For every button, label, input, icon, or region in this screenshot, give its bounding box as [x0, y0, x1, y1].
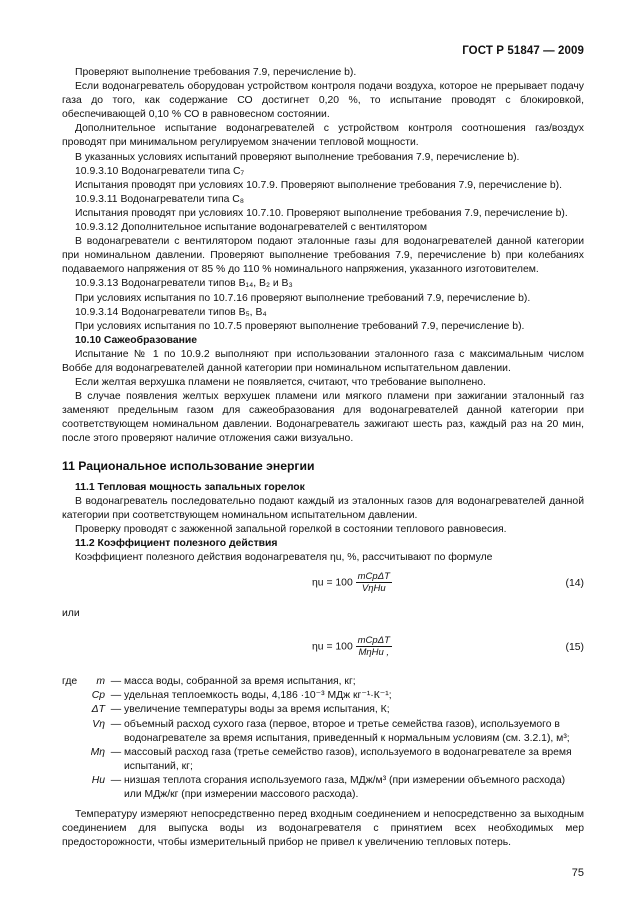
- subsection-heading: 11.2 Коэффициент полезного действия: [75, 538, 278, 549]
- paragraph: В водонагреватели с вентилятором подают эталонные газы для водонагревателей данной категории при номинальном давлении. Проверяют выполнение требования 7.9, перечисление b) при колебаниях подаваемого напряжения от 85 % до 110 % номинального напряжения, указанного изготовителем.: [62, 236, 584, 276]
- formula-expression: [312, 571, 392, 594]
- variable-legend: [62, 675, 584, 802]
- formula-fraction: [356, 635, 392, 658]
- variable-definition: объемный расход сухого газа (первое, второе и третье семейства газов), используемого в водонагревателе за время испытания, приведенный к нормальным условиям (см. 3.2.1), м³;: [124, 718, 570, 744]
- dash: —: [110, 704, 122, 716]
- clause-heading: 10.9.3.10 Водонагреватели типа C₇: [75, 165, 245, 177]
- where-label: где: [62, 676, 78, 688]
- or-label: или: [62, 608, 80, 620]
- variable-definition: низшая теплота сгорания используемого газа, МДж/м³ (при измерении объемного расхода) или МДж/кг (при измерении массового расхода).: [124, 774, 566, 801]
- dash: —: [110, 676, 122, 688]
- formula-number: (15): [565, 642, 584, 654]
- dash: —: [110, 774, 122, 786]
- clause-heading: 10.9.3.12 Дополнительное испытание водонагревателей с вентилятором: [75, 222, 427, 234]
- variable-definition: увеличение температуры воды за время испытания, К;: [124, 704, 390, 716]
- variable-definition: масса воды, собранной за время испытания, кг;: [124, 676, 356, 688]
- fraction-numerator: mCpΔT: [357, 571, 390, 583]
- formula-fraction: [356, 571, 392, 594]
- paragraph: При условиях испытания по 10.7.16 проверяют выполнение требований 7.9, перечисление b).: [75, 292, 531, 304]
- fraction-denominator: VηHи: [361, 583, 386, 595]
- paragraph: При условиях испытания по 10.7.5 проверяют выполнение требований 7.9, перечисление b).: [75, 320, 525, 332]
- variable-definition: удельная теплоемкость воды, 4,186 ·10⁻³ МДж кг⁻¹·К⁻¹;: [124, 690, 392, 702]
- fraction-denominator: MηHи ,: [358, 647, 390, 659]
- variable-definition: массовый расход газа (третье семейство газов), используемого в водонагревателе за время испытаний, кг;: [124, 746, 572, 772]
- document-body: [62, 66, 584, 850]
- dash: —: [110, 746, 122, 758]
- formula-15: [62, 629, 584, 669]
- variable-symbol: Cp: [91, 690, 105, 702]
- paragraph: Температуру измеряют непосредственно перед входным соединением и непосредственно за выходным соединением для выпуска воды из водонагревателя с принятием всех необходимых мер предосторожности, чтобы измерительный прибор не привел к увеличению тепловых потерь.: [62, 809, 584, 849]
- clause-heading: 10.9.3.14 Водонагреватели типов B₅, B₄: [75, 306, 267, 318]
- clause-heading: 10.9.3.13 Водонагреватели типов B₁₄, B₂ и B₃: [75, 278, 293, 290]
- formula-number: (14): [565, 578, 584, 590]
- paragraph: Испытание № 1 по 10.9.2 выполняют при использовании эталонного газа с максимальным числом Воббе для водонагревателей данной категории при номинальном испытательном давлении.: [62, 348, 584, 374]
- paragraph: Испытания проводят при условиях 10.7.9. Проверяют выполнение требования 7.9, перечисление b).: [75, 179, 562, 191]
- fraction-numerator: mCpΔT: [357, 635, 390, 647]
- variable-symbol: ΔT: [91, 704, 105, 716]
- subsection-heading: 11.1 Тепловая мощность запальных горелок: [75, 481, 305, 493]
- paragraph: Коэффициент полезного действия водонагревателя ηu, %, рассчитывают по формуле: [75, 552, 493, 564]
- paragraph: Проверяют выполнение требования 7.9, перечисление b).: [75, 67, 357, 78]
- formula-14: [62, 565, 584, 605]
- standard-header: ГОСТ Р 51847 — 2009: [462, 45, 584, 57]
- dash: —: [110, 718, 122, 730]
- paragraph: Дополнительное испытание водонагревателей с устройством контроля соотношения газ/воздух проводят при минимальном регулируемом значении тепловой мощности.: [62, 123, 584, 149]
- paragraph: Если водонагреватель оборудован устройством контроля подачи воздуха, которое не прерывает подачу газа до того, как содержание СО достигнет 0,20 %, то испытание проводят с блокировкой, обеспечивающей 0,10 % СО в равновесном состоянии.: [62, 81, 584, 121]
- formula-expression: [312, 635, 392, 658]
- formula-lhs: ηu = 100: [312, 577, 353, 589]
- variable-symbol: Vη: [92, 718, 105, 730]
- paragraph: Если желтая верхушка пламени не появляется, считают, что требование выполнено.: [75, 377, 486, 389]
- paragraph: В указанных условиях испытаний проверяют выполнение требования 7.9, перечисление b).: [75, 151, 520, 163]
- page-number: 75: [571, 867, 584, 879]
- paragraph: Испытания проводят при условиях 10.7.10. Проверяют выполнение требования 7.9, перечисление b).: [75, 207, 568, 219]
- variable-symbol: Mη: [90, 746, 105, 758]
- paragraph: В водонагреватель последовательно подают каждый из эталонных газов для водонагревателей данной категории при соответствующем номинальном испытательном давлении.: [62, 495, 584, 521]
- variable-symbol: m: [96, 676, 105, 688]
- variable-symbol: Hи: [91, 774, 105, 786]
- section-title: 11 Рациональное использование энергии: [62, 458, 315, 473]
- dash: —: [110, 690, 122, 702]
- paragraph: Проверку проводят с зажженной запальной горелкой в состоянии теплового равновесия.: [75, 523, 507, 535]
- paragraph: В случае появления желтых верхушек пламени или мягкого пламени при зажигании эталонный газ заменяют предельным газом для сажеобразования для водонагревателей данной категории при соответствующем номинальном давлении. Водонагреватель зажигают шесть раз, каждый раз на 20 мин, после этого проверяют наличие отложения сажи визуально.: [62, 391, 584, 445]
- clause-heading: 10.9.3.11 Водонагреватели типа C₈: [75, 193, 245, 205]
- formula-lhs: ηu = 100: [312, 641, 353, 653]
- subsection-heading: 10.10 Сажеобразование: [75, 334, 198, 346]
